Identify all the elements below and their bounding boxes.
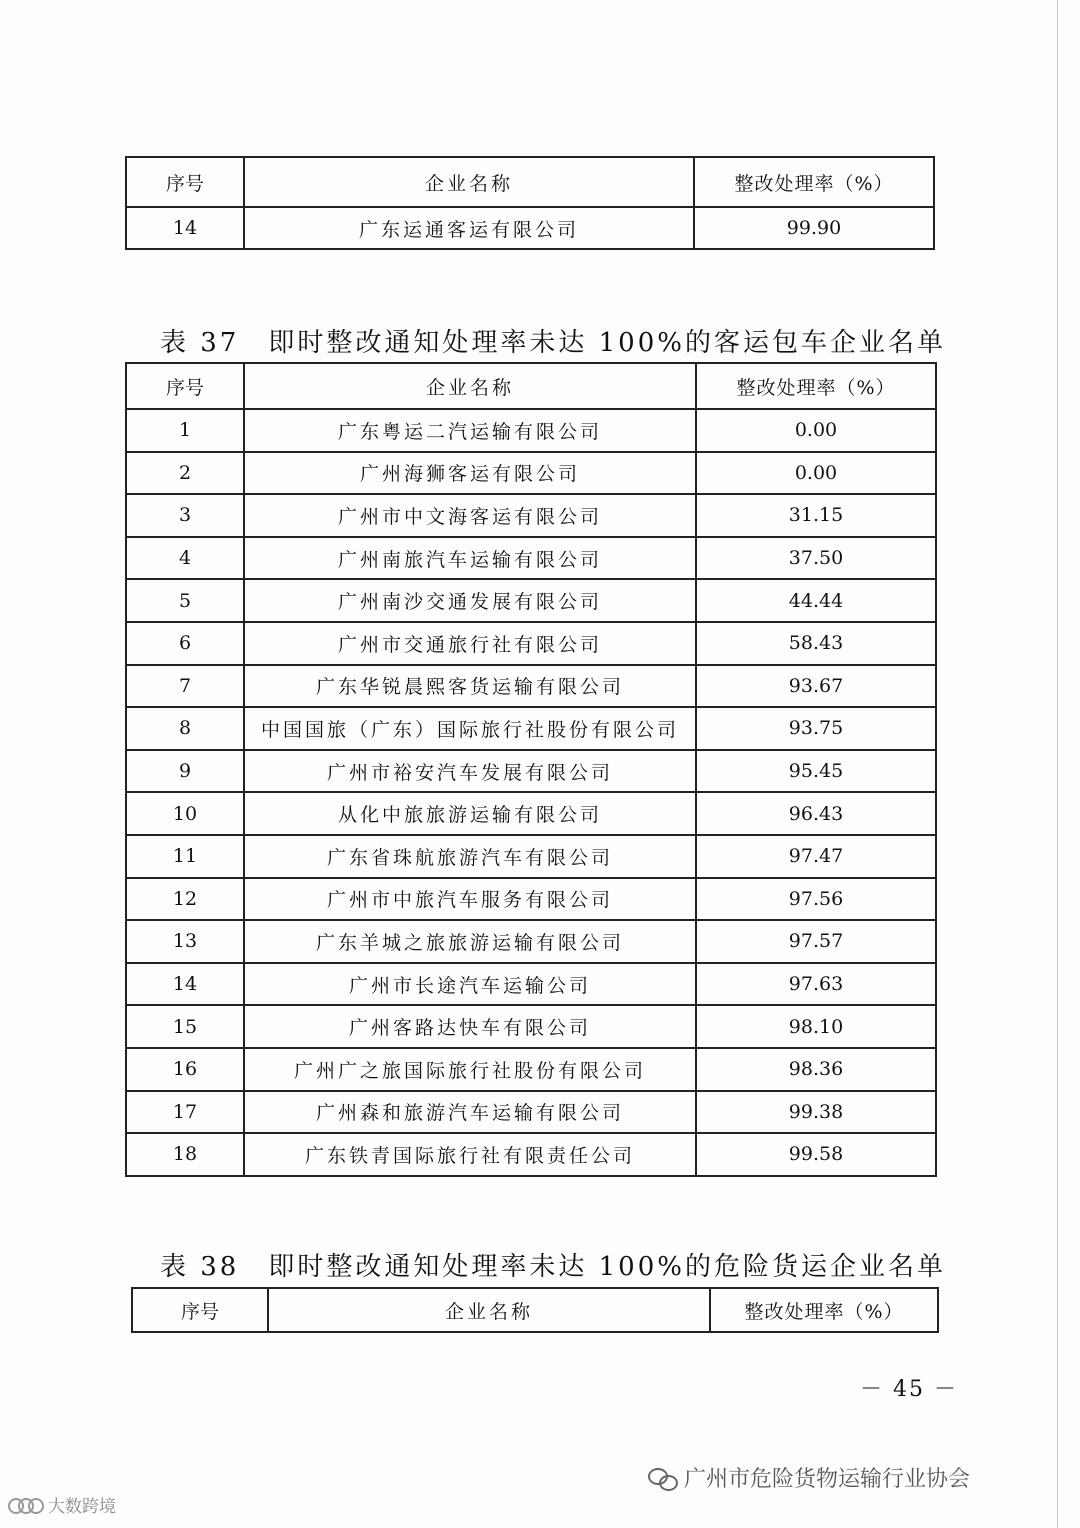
company-name: 广州森和旅游汽车运输有限公司 [244,1091,696,1134]
page-edge-line [1057,0,1058,1528]
table-row [126,452,936,495]
company-name: 广东粤运二汽运输有限公司 [244,409,696,452]
rate-value: 93.67 [696,665,936,708]
table-header-row [126,363,936,409]
header-cell: 企业名称 [244,157,694,207]
header-cell: 企业名称 [244,363,696,409]
row-index: 18 [126,1133,244,1176]
row-index: 10 [126,792,244,835]
row-index: 8 [126,707,244,750]
table-header-row [132,1288,938,1332]
row-index: 7 [126,665,244,708]
company-name: 广州客路达快车有限公司 [244,1005,696,1048]
row-index: 2 [126,452,244,495]
row-index: 4 [126,537,244,580]
company-name: 广州市裕安汽车发展有限公司 [244,750,696,793]
table-row [126,537,936,580]
table-row [126,963,936,1006]
rate-value: 98.10 [696,1005,936,1048]
rate-value: 93.75 [696,707,936,750]
table-row [126,622,936,665]
row-index: 6 [126,622,244,665]
rate-value: 97.63 [696,963,936,1006]
table-row [126,665,936,708]
company-name: 广州广之旅国际旅行社股份有限公司 [244,1048,696,1091]
table-row [126,750,936,793]
table-row [126,878,936,921]
company-name: 广东运通客运有限公司 [244,207,694,249]
page-number: － 45 － [860,1377,958,1402]
rate-value: 99.38 [696,1091,936,1134]
header-cell: 序号 [126,363,244,409]
table-row [126,920,936,963]
rate-value: 0.00 [696,409,936,452]
table-row [126,707,936,750]
table-37-body [126,409,936,1176]
rate-value: 95.45 [696,750,936,793]
wechat-icon [648,1466,678,1490]
company-name: 从化中旅旅游运输有限公司 [244,792,696,835]
row-index: 5 [126,579,244,622]
row-index: 13 [126,920,244,963]
rate-value: 98.36 [696,1048,936,1091]
header-cell: 序号 [126,157,244,207]
table-row [126,1005,936,1048]
rate-value: 99.58 [696,1133,936,1176]
row-index: 3 [126,494,244,537]
row-index: 17 [126,1091,244,1134]
company-name: 广州市中文海客运有限公司 [244,494,696,537]
row-index: 12 [126,878,244,921]
table-row [126,579,936,622]
table-row [126,494,936,537]
company-name: 广东羊城之旅旅游运输有限公司 [244,920,696,963]
row-index: 15 [126,1005,244,1048]
table-row [126,1091,936,1134]
rate-value: 97.57 [696,920,936,963]
table-row [126,1048,936,1091]
row-index: 9 [126,750,244,793]
rate-value: 31.15 [696,494,936,537]
rate-value: 96.43 [696,792,936,835]
source-watermark [8,1492,116,1517]
row-index: 14 [126,207,244,249]
header-cell: 企业名称 [268,1288,710,1332]
table-row [126,409,936,452]
row-index: 16 [126,1048,244,1091]
rate-value: 97.47 [696,835,936,878]
rings-icon [8,1496,44,1514]
header-cell: 整改处理率（%） [694,157,934,207]
table-row [126,792,936,835]
company-name: 广东华锐晨熙客货运输有限公司 [244,665,696,708]
header-cell: 序号 [132,1288,268,1332]
header-cell: 整改处理率（%） [710,1288,938,1332]
company-name: 中国国旅（广东）国际旅行社股份有限公司 [244,707,696,750]
table-36-continuation [125,156,935,250]
row-index: 11 [126,835,244,878]
company-name: 广州市交通旅行社有限公司 [244,622,696,665]
company-name: 广州市长途汽车运输公司 [244,963,696,1006]
company-name: 广东省珠航旅游汽车有限公司 [244,835,696,878]
rate-value: 97.56 [696,878,936,921]
table-row [126,1133,936,1176]
row-index: 14 [126,963,244,1006]
table-38 [131,1287,939,1333]
company-name: 广州南旅汽车运输有限公司 [244,537,696,580]
row-index: 1 [126,409,244,452]
table-row [126,207,934,249]
rate-value: 58.43 [696,622,936,665]
table-header-row [126,157,934,207]
company-name: 广州海狮客运有限公司 [244,452,696,495]
rate-value: 37.50 [696,537,936,580]
rate-value: 99.90 [694,207,934,249]
company-name: 广州南沙交通发展有限公司 [244,579,696,622]
company-name: 广州市中旅汽车服务有限公司 [244,878,696,921]
table-37 [125,362,937,1177]
table-38-caption: 表 38 即时整改通知处理率未达 100%的危险货运企业名单 [160,1252,946,1282]
rate-value: 44.44 [696,579,936,622]
table-37-caption: 表 37 即时整改通知处理率未达 100%的客运包车企业名单 [160,328,946,358]
company-name: 广东铁青国际旅行社有限责任公司 [244,1133,696,1176]
rate-value: 0.00 [696,452,936,495]
table-row [126,835,936,878]
watermark-text: 大数跨境 [48,1497,116,1517]
watermark-text: 广州市危险货物运输行业协会 [684,1467,971,1492]
header-cell: 整改处理率（%） [696,363,936,409]
wechat-watermark [648,1462,970,1493]
